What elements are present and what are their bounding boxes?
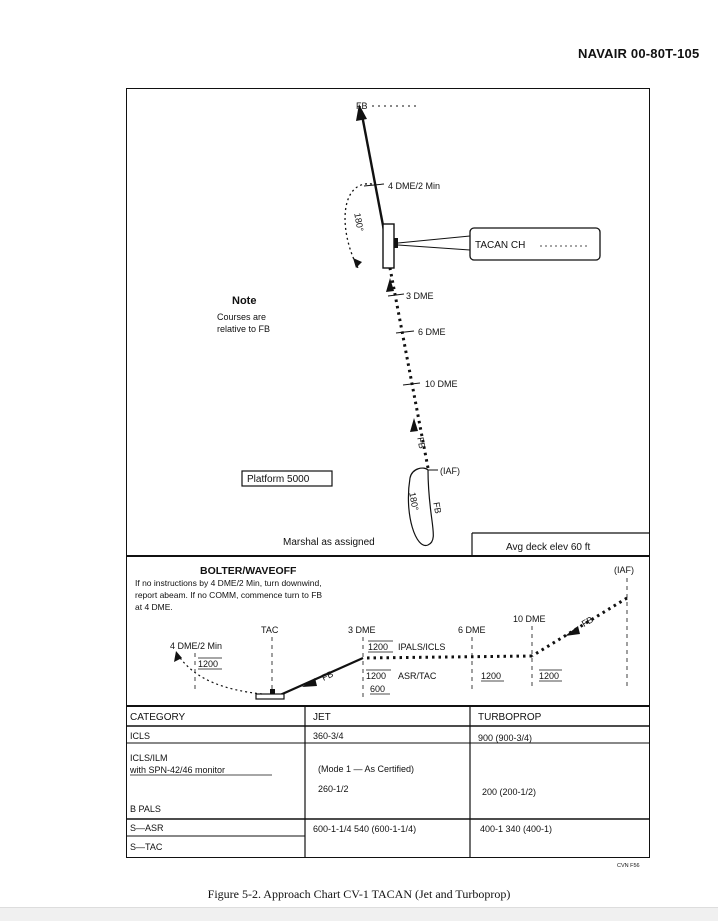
marshal-label: Marshal as assigned [283,537,375,548]
turn-180-arrowhead [353,258,362,268]
bolter-waveoff-title: BOLTER/WAVEOFF [200,565,297,577]
hold-fb-label: FB [431,501,444,515]
note-line-2: relative to FB [217,324,271,334]
descent-segment-iaf [532,598,627,656]
tac-label: TAC [261,625,279,635]
fb-mid-label: FB [415,436,428,450]
document-header-code: NAVAIR 00-80T-105 [578,46,700,61]
tacan-ch-label: TACAN CH [475,240,526,251]
row-asr-jet: 600-1-1/4 540 (600-1-1/4) [313,824,417,834]
bolter-climb-curve [178,655,262,694]
note-title: Note [232,295,257,307]
figure-caption: Figure 5-2. Approach Chart CV-1 TACAN (Jet and Turboprop) [207,887,511,901]
fb-top-label: FB [356,101,368,111]
row-icls-category: ICLS [130,731,151,741]
bolter-climb-arrowhead [174,651,182,662]
row-pals-category: B PALS [130,804,161,814]
header-jet: JET [313,712,331,723]
platform-label: Platform 5000 [247,474,310,485]
minimums-table [126,706,650,858]
row-icls-ilm-category: ICLS/ILM [130,753,168,763]
bolter-line-1: If no instructions by 4 DME/2 Min, turn downwind, [135,578,322,588]
row-icls-ilm-category-2: with SPN-42/46 monitor [130,765,226,775]
viewer-bottom-bar [0,907,718,921]
turn-180-label: 180° [352,212,366,233]
profile-view [135,565,634,700]
row-icls-turboprop: 900 (900-3/4) [478,733,533,743]
dme-6-profile-label: 6 DME [458,625,486,635]
hold-180-label: 180° [407,491,421,512]
carrier-island-icon [394,238,398,248]
row-icls-ilm-turboprop: 200 (200-1/2) [482,787,537,797]
ipals-label: IPALS/ICLS [398,642,446,652]
tacan-leader-top [398,236,470,243]
asr-tac-label: ASR/TAC [398,671,437,681]
bolter-line-3: at 4 DME. [135,602,173,612]
iaf-plan-label: (IAF) [440,466,460,476]
note-line-1: Courses are [217,312,267,322]
alt-1200-b: 1200 [368,642,389,652]
row-tac-category: S—TAC [130,842,163,852]
inbound-arrow-near-ship [386,278,394,292]
descent-arrowhead [565,626,580,636]
dme-4-2min-profile-label: 4 DME/2 Min [170,641,223,651]
dme-3-profile-label: 3 DME [348,625,376,635]
row-asr-category: S—ASR [130,823,164,833]
fb-mid-arrowhead [410,418,418,432]
dme-6-tick [396,331,414,333]
row-icls-jet: 360-3/4 [313,731,344,741]
fb-profile-label-b: FB [320,668,335,683]
alt-1200-a: 1200 [198,659,219,669]
header-turboprop: TURBOPROP [478,712,542,723]
carrier-ship-icon [383,224,394,268]
alt-600-label: 600 [370,684,386,694]
bolter-line-2: report abeam. If no COMM, commence turn to FB [135,590,323,600]
corner-note: CVN F56 [617,863,640,869]
final-descent-arrowhead [302,678,317,687]
row-asr-turboprop: 400-1 340 (400-1) [480,824,553,834]
row-icls-ilm-jet: 260-1/2 [318,784,349,794]
header-category: CATEGORY [130,712,186,723]
fb-outbound-line [362,115,385,236]
fb-profile-label-a: FB [579,614,595,629]
dme-3-label: 3 DME [406,291,434,301]
row-icls-ilm-jet-mode: (Mode 1 — As Certified) [318,764,415,774]
dme-10-profile-label: 10 DME [513,614,546,624]
dme-4-2min-label: 4 DME/2 Min [388,181,441,191]
alt-1200-d: 1200 [481,671,502,681]
dme-6-label: 6 DME [418,327,446,337]
tacan-leader-bottom [398,245,470,250]
carrier-profile-island-icon [270,689,275,694]
dme-10-label: 10 DME [425,379,458,389]
avg-deck-label: Avg deck elev 60 ft [506,542,591,553]
level-segment [363,656,532,658]
alt-1200-e: 1200 [539,671,560,681]
carrier-profile-icon [256,694,284,699]
alt-1200-c: 1200 [366,671,387,681]
iaf-profile-label: (IAF) [614,565,634,575]
plan-view [217,101,650,556]
